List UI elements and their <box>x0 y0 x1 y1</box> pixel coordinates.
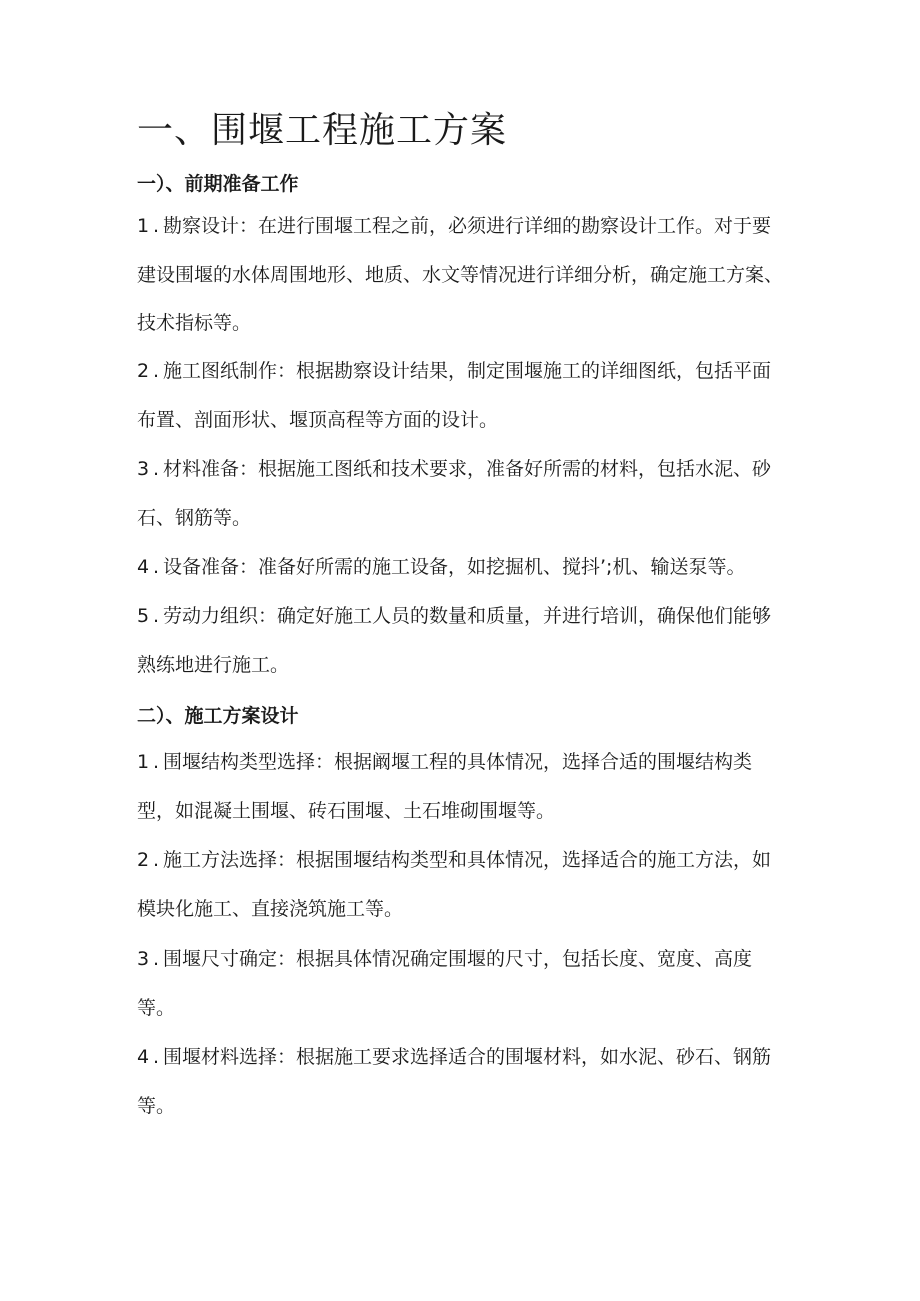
list-item <box>137 202 787 348</box>
list-item <box>137 738 787 835</box>
item-text: 围堰材料选择：根据施工要求选择适合的围堰材料，如水泥、砂石、钢筋等。 <box>137 1046 772 1117</box>
list-item <box>137 592 787 689</box>
item-number: 5 <box>137 605 150 627</box>
item-separator: . <box>153 556 160 578</box>
list-item <box>137 935 787 1032</box>
item-number: 3 <box>137 458 150 480</box>
item-number: 2 <box>137 849 150 871</box>
list-item <box>137 1033 787 1130</box>
item-number: 2 <box>137 360 150 382</box>
item-number: 4 <box>137 556 150 578</box>
item-text: 材料准备：根据施工图纸和技术要求，准备好所需的材料，包括水泥、砂石、钢筋等。 <box>137 458 772 529</box>
item-separator: . <box>153 360 160 382</box>
item-text: 勘察设计：在进行围堰工程之前，必须进行详细的勘察设计工作。对于要建设围堰的水体周围地形、地质、水文等情况进行详细分析，确定施工方案、技术指标等。 <box>137 215 784 334</box>
item-text: 设备准备：准备好所需的施工设备，如挖掘机、搅抖’;机、输送泵等。 <box>163 556 746 578</box>
section-heading-design: 二）、施工方案设计 <box>137 705 299 727</box>
item-separator: . <box>153 605 160 627</box>
list-item <box>137 445 787 542</box>
item-separator: . <box>153 215 160 237</box>
item-separator: . <box>153 1046 160 1068</box>
item-text: 围堰结构类型选择：根据阚堰工程的具体情况，选择合适的围堰结构类型，如混凝土围堰、砖石围堰、土石堆砌围堰等。 <box>137 751 753 822</box>
list-item <box>137 347 787 444</box>
list-item <box>137 543 787 592</box>
item-number: 1 <box>137 215 150 237</box>
section-heading-preparation: 一）、前期准备工作 <box>137 173 299 195</box>
item-number: 1 <box>137 751 150 773</box>
item-separator: . <box>153 948 160 970</box>
item-separator: . <box>153 751 160 773</box>
item-text: 劳动力组织：确定好施工人员的数量和质量，并进行培训，确保他们能够熟练地进行施工。 <box>137 605 772 676</box>
item-text: 施工图纸制作：根据勘察设计结果，制定围堰施工的详细图纸，包括平面布置、剖面形状、堰顶高程等方面的设计。 <box>137 360 772 431</box>
item-number: 4 <box>137 1046 150 1068</box>
item-number: 3 <box>137 948 150 970</box>
item-separator: . <box>153 849 160 871</box>
document-title: 一、围堰工程施工方案 <box>137 110 508 151</box>
item-text: 围堰尺寸确定：根据具体情况确定围堰的尺寸，包括长度、宽度、高度等。 <box>137 948 753 1019</box>
item-separator: . <box>153 458 160 480</box>
list-item <box>137 836 787 933</box>
item-text: 施工方法选择：根据围堰结构类型和具体情况，选择适合的施工方法，如模块化施工、直接浇筑施工等。 <box>137 849 772 920</box>
